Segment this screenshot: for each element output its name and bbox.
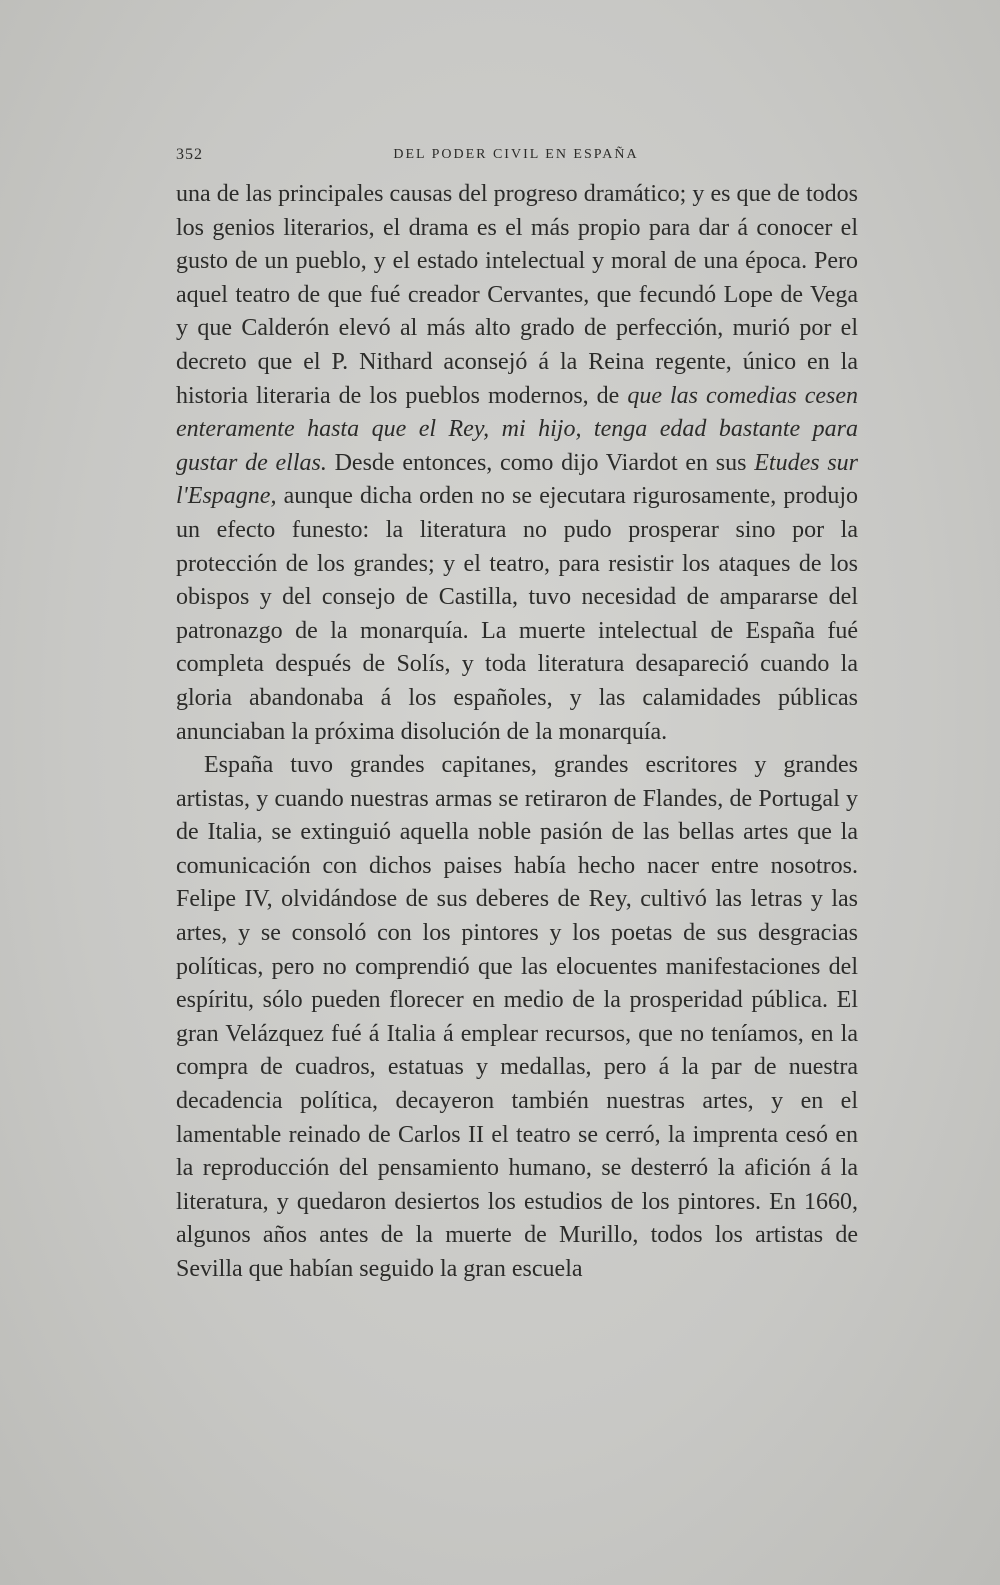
paragraph-2: España tuvo grandes capitanes, grandes escritores y grandes artistas, y cuando nuestras armas se retiraron de Flandes, de Portugal y de Italia, se extinguió aquella noble pasión de las bellas artes que la comunicación con dichos paises había hecho nacer entre nosotros. Felipe IV, olvidándose de sus deberes de Rey, cultivó las letras y las artes, y se consoló con los pintores y los poetas de sus desgracias políticas, pero no comprendió que las elocuentes manifestaciones del espíritu, sólo pueden florecer en medio de la prosperidad pública. El gran Velázquez fué á Italia á emplear recursos, que no teníamos, en la compra de cuadros, estatuas y medallas, pero á la par de nuestra decadencia política, decayeron también nuestras artes, y en el lamentable reinado de Carlos II el teatro se cerró, la imprenta cesó en la reproducción del pensamiento humano, se desterró la afición á la literatura, y quedaron desiertos los estudios de los pintores. En 1660, algunos años antes de la muerte de Murillo, todos los artistas de Sevilla que habían seguido la gran escuela	[176, 752, 858, 1282]
page-number: 352	[176, 146, 203, 163]
running-head	[176, 146, 856, 170]
paragraph-1-italic-title: Etudes sur l'Espagne,	[176, 449, 859, 510]
running-title: DEL PODER CIVIL EN ESPAÑA	[393, 147, 639, 162]
paragraph-1-italic-quote: que las comedias cesen enteramente hasta que el Rey, mi hijo, tenga edad bastante para gustar de ellas.	[176, 382, 858, 476]
paragraph-1-text-b: Desde entonces, como dijo Viardot en sus	[326, 449, 755, 476]
paragraph-1-text-c: aunque dicha orden no se ejecutara rigurosamente, produjo un efecto funesto: la literatura no pudo prosperar sino por la protección de los grandes; y el teatro, para resistir los ataques de los obispos y del consejo de Castilla, tuvo necesidad de ampararse del patronazgo de la monarquía. La muerte intelectual de España fué completa después de Solís, y toda literatura desapareció cuando la gloria abandonaba á los españoles, y las calamidades públicas anunciaban la próxima disolución de la monarquía.	[176, 483, 858, 745]
paragraph-1	[176, 178, 858, 749]
body-text	[176, 178, 858, 1287]
paragraph-1-text-a: una de las principales causas del progreso dramático; y es que de todos los genios literarios, el drama es el más propio para dar á conocer el gusto de un pueblo, y el estado intelectual y moral de una época. Pero aquel teatro de que fué creador Cervantes, que fecundó Lope de Vega y que Calderón elevó al más alto grado de perfección, murió por el decreto que el P. Nithard aconsejó á la Reina regente, único en la historia literaria de los pueblos modernos, de	[176, 181, 858, 409]
